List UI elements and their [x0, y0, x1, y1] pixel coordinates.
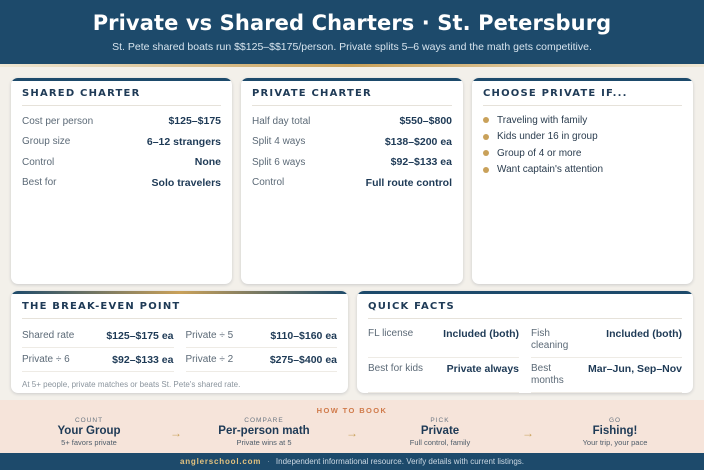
row-value: $92–$133 ea	[390, 156, 452, 169]
bullet-dot-icon	[483, 167, 489, 173]
quick-facts-card	[357, 291, 693, 393]
card-accent-bar	[472, 78, 693, 81]
card-title: PRIVATE CHARTER	[252, 88, 452, 106]
step-pick	[370, 417, 510, 447]
quick-fact-cell	[531, 358, 682, 393]
row-label: Best for	[22, 177, 57, 189]
list-item	[483, 162, 682, 179]
cell-value: $92–$133 ea	[112, 353, 174, 366]
bullet-dot-icon	[483, 134, 489, 140]
card-title: THE BREAK-EVEN POINT	[22, 301, 337, 319]
cell-value: Included (both)	[443, 328, 519, 340]
row-value: $550–$800	[399, 115, 452, 128]
list-item	[483, 129, 682, 146]
cell-label: Private ÷ 6	[22, 354, 70, 365]
private-row-split-6	[252, 152, 452, 173]
cell-label: FL license	[368, 328, 414, 339]
list-item	[483, 112, 682, 129]
step-desc: Private wins at 5	[236, 438, 292, 447]
quick-fact-cell	[368, 323, 519, 358]
step-title: Your Group	[57, 425, 121, 437]
choose-private-card	[472, 78, 693, 284]
arrow-right-icon: →	[170, 426, 182, 440]
page-footer	[0, 453, 704, 470]
shared-row-control	[22, 152, 221, 173]
card-title: CHOOSE PRIVATE IF...	[483, 88, 682, 106]
arrow-right-icon: →	[522, 426, 534, 440]
cell-label: Fish cleaning	[531, 328, 569, 351]
bullet-dot-icon	[483, 150, 489, 156]
cell-label: Private ÷ 2	[185, 354, 234, 365]
step-label: COUNT	[74, 417, 104, 424]
break-even-cell	[22, 324, 174, 348]
card-accent-bar	[241, 78, 463, 81]
cell-value: $110–$160 ea	[270, 329, 337, 342]
choose-list	[483, 112, 682, 178]
list-item-text: Group of 4 or more	[497, 147, 582, 159]
step-desc: Your trip, your pace	[582, 438, 648, 447]
cell-label: Best for kids	[368, 363, 424, 374]
footer-disclaimer: Independent informational resource. Verify details with current listings.	[275, 457, 525, 466]
shared-charter-card	[11, 78, 232, 284]
page-header	[0, 0, 704, 64]
step-title: Fishing!	[592, 425, 638, 437]
footer-brand-link[interactable]: anglerschool.com	[179, 457, 262, 466]
quick-fact-cell	[368, 358, 519, 393]
break-even-card	[11, 291, 348, 393]
private-row-control	[252, 173, 452, 194]
step-title: Private	[420, 425, 460, 437]
list-item-text: Kids under 16 in group	[497, 131, 598, 143]
step-go	[545, 417, 685, 447]
row-value: Solo travelers	[151, 176, 221, 189]
card-accent-bar	[357, 291, 693, 294]
arrow-right-icon: →	[346, 426, 358, 440]
break-even-cell	[186, 324, 338, 348]
card-accent-bar	[11, 78, 232, 81]
page-title: Private vs Shared Charters · St. Petersburg	[92, 11, 612, 35]
step-compare	[194, 417, 334, 447]
row-label: Control	[22, 156, 55, 168]
row-label: Half day total	[252, 115, 311, 127]
quick-fact-cell	[531, 323, 682, 358]
cell-value: Included (both)	[606, 328, 682, 340]
step-desc: Full control, family	[409, 438, 471, 447]
row-label: Cost per person	[22, 115, 94, 127]
row-label: Control	[252, 177, 285, 189]
shared-row-best-for	[22, 173, 221, 194]
row-label: Group size	[22, 136, 71, 148]
private-row-split-4	[252, 132, 452, 153]
how-to-book-strip	[0, 400, 704, 453]
list-item-text: Want captain's attention	[497, 164, 604, 176]
shared-row-cost	[22, 111, 221, 132]
card-title: QUICK FACTS	[368, 301, 682, 319]
step-label: GO	[608, 417, 622, 424]
private-row-half-day	[252, 111, 452, 132]
cell-label: Best months	[531, 363, 564, 386]
step-count	[19, 417, 159, 447]
break-even-cell	[22, 348, 174, 372]
cell-value: Mar–Jun, Sep–Nov	[588, 363, 682, 375]
row-value: 6–12 strangers	[146, 135, 221, 148]
step-desc: 5+ favors private	[61, 438, 117, 447]
break-even-cell	[186, 348, 338, 372]
shared-row-group	[22, 132, 221, 153]
private-charter-card	[241, 78, 463, 284]
break-even-note: At 5+ people, private matches or beats St. Pete's shared rate.	[22, 380, 241, 389]
bullet-dot-icon	[483, 117, 489, 123]
row-value: Full route control	[365, 176, 452, 189]
cell-value: Private always	[446, 363, 519, 375]
card-accent-bar	[11, 291, 348, 294]
list-item-text: Traveling with family	[497, 114, 588, 126]
cell-value: $275–$400 ea	[269, 353, 337, 366]
row-value: $125–$175	[168, 115, 221, 128]
step-title: Per-person math	[218, 425, 310, 437]
cell-label: Shared rate	[22, 330, 75, 341]
cell-label: Private ÷ 5	[185, 330, 234, 341]
cell-value: $125–$175 ea	[106, 329, 174, 342]
list-item	[483, 145, 682, 162]
row-label: Split 6 ways	[252, 156, 306, 168]
step-label: COMPARE	[244, 417, 284, 424]
row-label: Split 4 ways	[252, 136, 306, 148]
how-to-book-title: HOW TO BOOK	[316, 406, 388, 415]
step-label: PICK	[430, 417, 450, 424]
row-value: $138–$200 ea	[384, 135, 452, 148]
header-divider	[0, 64, 704, 67]
card-title: SHARED CHARTER	[22, 88, 221, 106]
row-value: None	[194, 156, 221, 169]
footer-separator: ·	[267, 457, 270, 466]
page-subtitle: St. Pete shared boats run $$125–$$175/person. Private splits 5–6 ways and the math gets competitive.	[112, 41, 592, 53]
